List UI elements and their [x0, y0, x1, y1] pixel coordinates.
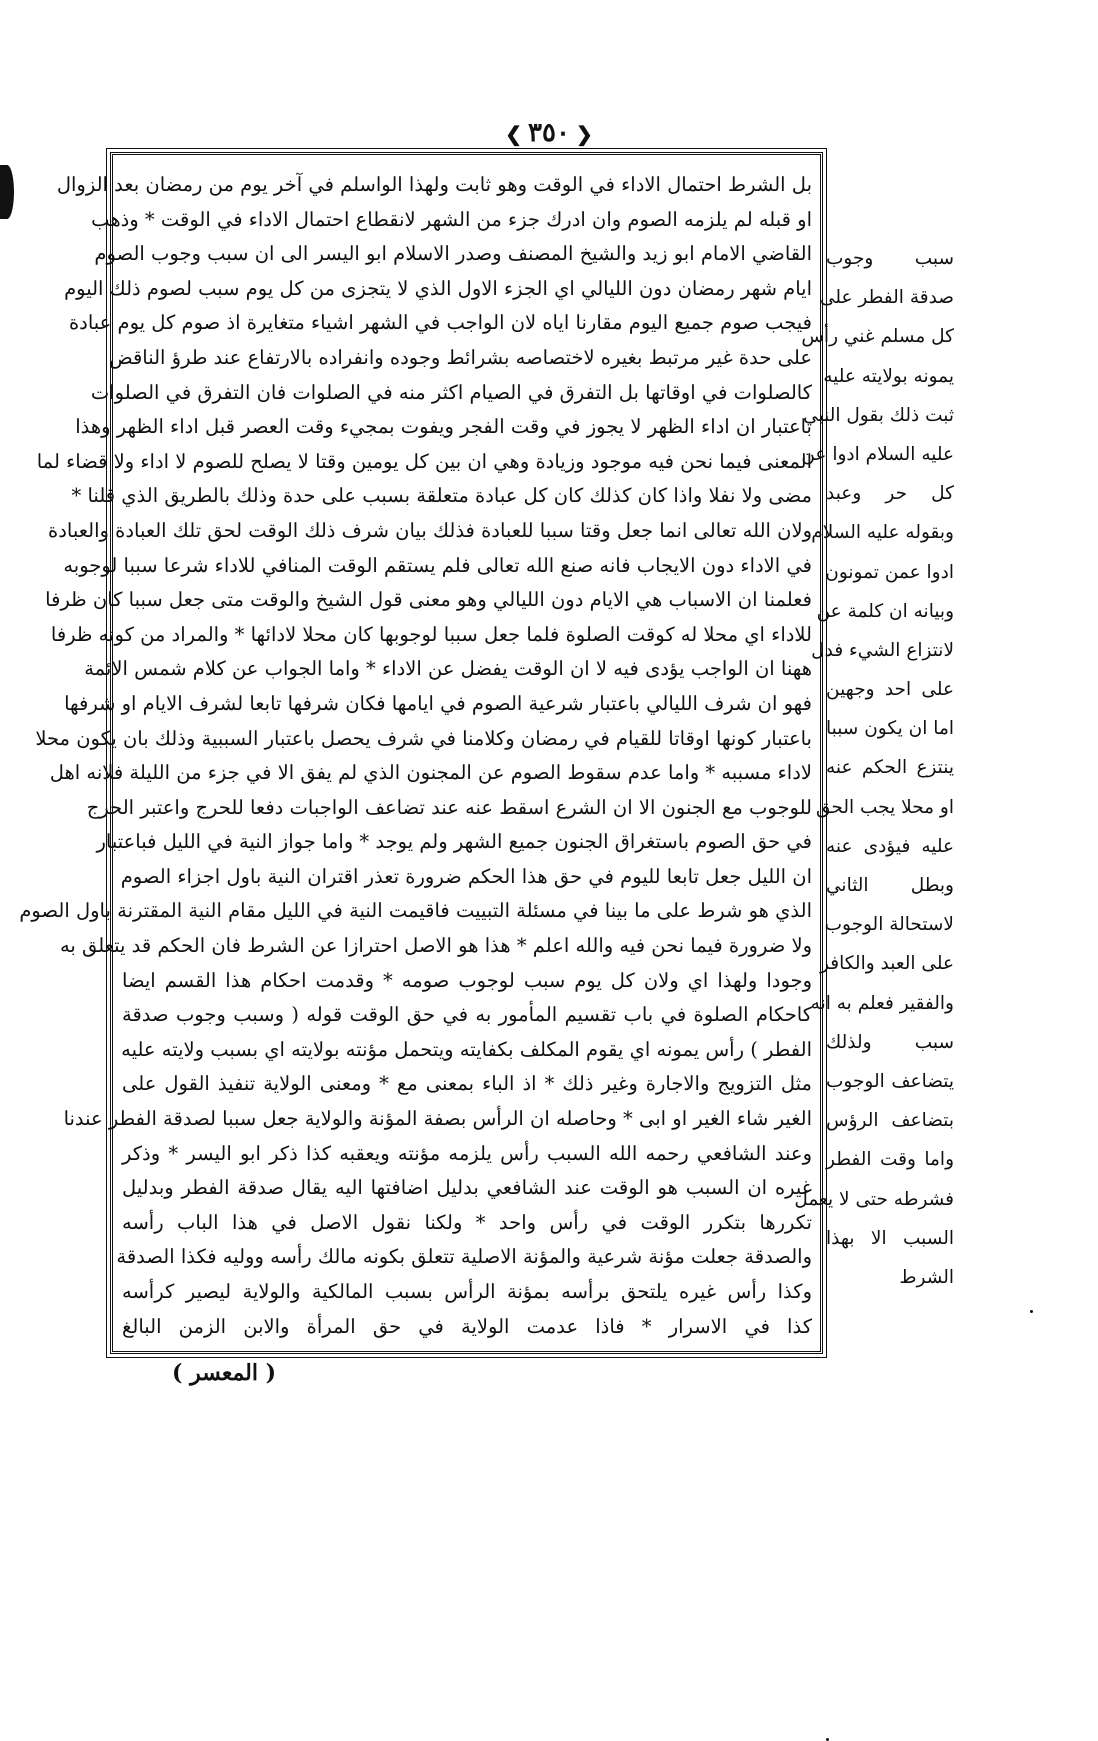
main-text — [19, 168, 812, 1344]
text-line: كالصلوات في اوقاتها بل التفرق في الصيام اكثر منه في الصلوات فان التفرق في الصلوات — [90, 380, 812, 404]
margin-line: وبقوله عليه السلام — [811, 522, 954, 544]
margin-line: او محلا يجب الحق — [815, 796, 954, 818]
margin-line: ثبت ذلك بقول النبي — [803, 404, 954, 426]
margin-line: اما ان يكون سببا — [826, 718, 954, 740]
text-line: فهو ان شرف الليالي باعتبار شرعية الصوم في ايامها فكان شرفها تابعا لشرف الايام او شرفها — [64, 691, 812, 715]
margin-line: صدقة الفطر على — [819, 287, 954, 309]
text-line: ولا ضرورة فيما نحن فيه والله اعلم * هذا هو الاصل احترازا عن الشرط فان الحكم قد يتعلق به — [59, 934, 812, 958]
text-line: تكررها بتكرر الوقت في رأس واحد * ولكنا نقول الاصل في هذا الباب رأسه — [122, 1210, 812, 1234]
margin-line: وبطل الثاني — [826, 875, 954, 896]
margin-line: فشرطه حتى لا يعمل — [794, 1188, 954, 1210]
margin-line: السبب الا بهذا — [826, 1227, 954, 1249]
text-line: وجودا ولهذا اي ولان كل يوم سبب لوجوب صومه * وقدمت احكام هذا القسم ايضا — [122, 968, 812, 992]
margin-line: يمونه بولايته عليه — [823, 365, 954, 387]
catchword: ( المعسر ) — [172, 1360, 277, 1386]
text-line: الفطر ) رأس يمونه اي يقوم المكلف بكفايته ويتحمل مؤنته بولايته اي بسبب ولايته عليه — [121, 1037, 812, 1061]
text-line: بل الشرط احتمال الاداء في الوقت وهو ثابت ولهذا الواسلم في آخر يوم من رمضان بعد الزوال — [56, 173, 812, 196]
text-line: فيجب صوم جميع اليوم مقارنا اياه لان الواجب في الشهر اشياء متغايرة اذ صوم كل يوم عبادة — [68, 311, 812, 335]
margin-line: كل حر وعبد — [826, 483, 954, 505]
text-line: المعنى فيما نحن فيه موجود وزيادة وهي ان بين كل يومين وقتا لا يصلح للصوم لا اداء ولا قضاء لما — [36, 449, 812, 473]
text-line: فعلمنا ان الاسباب هي الايام دون الليالي وهو معنى قول الشيخ والوقت متى جعل سببا كان ظرفا — [45, 588, 812, 612]
text-line: وكذا رأس غيره يلتحق برأسه بمؤنة الرأس بسبب المالكية والولاية ليصير كرأسه — [122, 1280, 812, 1303]
margin-line: سبب وجوب — [826, 248, 954, 269]
text-line: الذي هو شرط على ما بينا في مسئلة التبييت فاقيمت النية في الليل مقام النية المقترنة باول الصوم — [19, 899, 812, 923]
ornament-right: ❯ — [575, 122, 593, 146]
margin-line: سبب ولذلك — [826, 1031, 954, 1053]
text-line: غيره ان السبب هو الوقت عند الشافعي بدليل اضافتها اليه يقال صدقة الفطر وبدليل — [122, 1176, 812, 1200]
ornament-left: ❮ — [505, 122, 523, 146]
text-line: للاداء اي محلا له كوقت الصلوة فلما جعل سببا لوجوبها كان محلا لادائها * والمراد من كونه ظرفا — [50, 622, 812, 646]
margin-line: ينتزع الحكم عنه — [826, 757, 954, 779]
page-header — [0, 118, 1098, 148]
text-line: ان الليل جعل تابعا لليوم في حق هذا الحكم ضرورة تعذر اقتران النية باول اجزاء الصوم — [120, 864, 812, 888]
text-line: او قبله لم يلزمه الصوم وان ادرك جزء من الشهر لانقطاع احتمال الاداء في الوقت * وذهب — [91, 207, 812, 231]
margin-line: على العبد والكافر — [820, 953, 954, 975]
margin-line: لانتزاع الشيء فدل — [811, 639, 954, 661]
text-line: ولان الله تعالى انما جعل وقتا سببا للعبادة فذلك بيان شرف ذلك الوقت لحق تلك العبادة والعبادة — [48, 518, 812, 542]
text-line: مثل التزويج والاجارة وغير ذلك * اذ الباء بمعنى مع * ومعنى الولاية تنفيذ القول على — [122, 1072, 812, 1096]
margin-line: ادوا عمن تمونون — [825, 561, 954, 583]
margin-line: عليه السلام ادوا عن — [801, 443, 954, 465]
text-line: على حدة غير مرتبط بغيره لاختصاصه بشرائط وجوده وانفراده بالارتفاع عند طرؤ الناقض — [109, 345, 812, 369]
text-line: ههنا ان الواجب يؤدى فيه لا ان الوقت يفضل عن الاداء * واما الجواب عن كلام شمس الائمة — [84, 657, 812, 681]
text-line: في حق الصوم باستغراق الجنون جميع الشهر ولم يوجد * واما جواز النية في الليل فباعتبار — [96, 830, 812, 854]
text-line: الغير شاء الغير او ابى * وحاصله ان الرأس بصفة المؤنة والولاية جعل سببا لصدقة الفطر عندنا — [63, 1107, 812, 1131]
text-line: باعتبار ان اداء الظهر لا يجوز في وقت الفجر ويفوت بمجيء وقت العصر قبل اداء الظهر وهذا — [75, 415, 812, 439]
margin-line: لاستحالة الوجوب — [824, 914, 954, 936]
margin-line: كل مسلم غني رأس — [801, 326, 954, 348]
margin-line: بتضاعف الرؤس — [826, 1110, 954, 1132]
margin-line: واما وقت الفطر — [826, 1149, 954, 1171]
text-line: القاضي الامام ابو زيد والشيخ المصنف وصدر الاسلام ابو اليسر الى ان سبب وجوب الصوم — [94, 242, 812, 266]
text-line: لاداء مسببه * واما عدم سقوط الصوم عن المجنون الذي لم يفق الا في جزء من الليلة فلانه اهل — [49, 761, 812, 785]
text-line: للوجوب مع الجنون الا ان الشرع اسقط عنه عند تضاعف الواجبات دفعا للحرج واعتبر الحرج — [86, 795, 812, 819]
text-line: كاحكام الصلوة في باب تقسيم المأمور به في حق الوقت قوله ( وسبب وجوب صدقة — [122, 1003, 812, 1027]
margin-line: على احد وجهين — [826, 679, 954, 701]
text-line: في الاداء دون الايجاب فانه صنع الله تعالى فلم يستقم الوقت المنافي للاداء شرعا سببا لوجوبه — [63, 553, 812, 577]
text-line: باعتبار كونها اوقاتا للقيام في رمضان وكلامنا في شرف يحصل باعتبار السببية وذلك بان يكون محلا — [35, 726, 812, 750]
text-line: مضى ولا نفلا واذا كان كذلك كان كل عبادة متعلقة بسبب على حدة وذلك بالطريق الذي قلنا * — [71, 484, 812, 508]
text-line: ايام شهر رمضان دون الليالي اي الجزء الاول الذي لا يتجزى من كل يوم سبب لصوم ذلك اليوم — [64, 276, 812, 300]
margin-line: يتضاعف الوجوب — [826, 1070, 954, 1092]
margin-line: والفقير فعلم به انه — [810, 992, 954, 1014]
page-number: ٣٥٠ — [528, 118, 570, 148]
left-edge-mark — [0, 165, 14, 219]
margin-dot — [1030, 1310, 1033, 1313]
text-line: كذا في الاسرار * فاذا عدمت الولاية في حق المرأة والابن الزمن البالغ — [122, 1314, 812, 1338]
text-line: وعند الشافعي رحمه الله السبب رأس يلزمه مؤنته ويعقبه كذا ذكر ابو اليسر * وذكر — [122, 1141, 812, 1165]
margin-line: وبيانه ان كلمة عن — [816, 600, 954, 622]
margin-line: الشرط — [899, 1266, 954, 1288]
text-line: والصدقة جعلت مؤنة شرعية والمؤنة الاصلية تتعلق بكونه مالك رأسه ووليه فكذا الصدقة — [116, 1245, 812, 1269]
margin-line: عليه فيؤدى عنه — [826, 835, 954, 857]
margin-commentary — [794, 240, 954, 1298]
